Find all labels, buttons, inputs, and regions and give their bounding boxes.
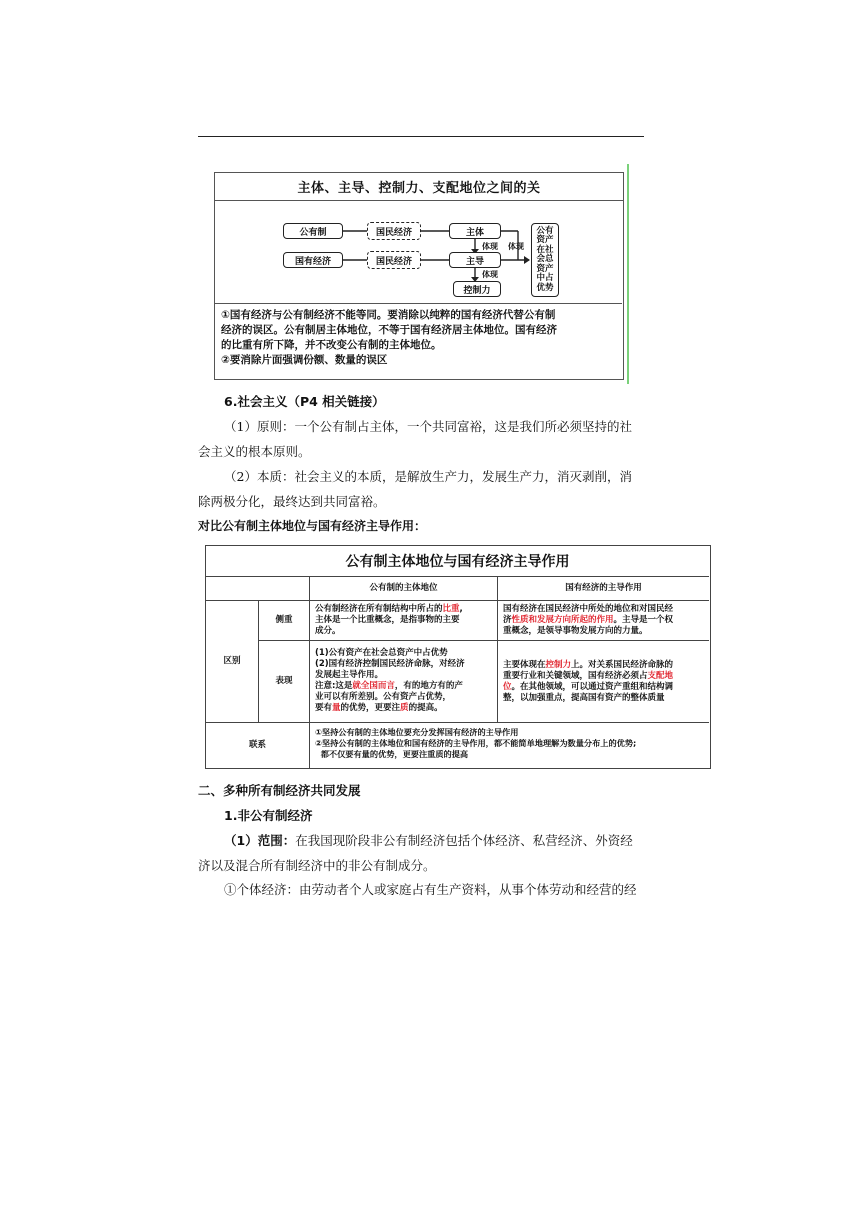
asset-dominance-box	[531, 223, 559, 297]
row-label: 联系	[248, 740, 266, 750]
paragraph-line	[224, 833, 633, 849]
row-label: 表现	[275, 676, 293, 686]
cell-text: ①坚持公有制的主体地位要充分发挥国有经济的主导作用	[315, 727, 519, 737]
comparison-table	[205, 545, 711, 769]
paragraph-label: （1）范围：	[224, 833, 296, 848]
note-line: ①国有经济与公有制经济不能等同。要消除以纯粹的国有经济代替公有制	[221, 309, 556, 321]
embody-label: 体现	[482, 270, 498, 279]
cell-text: 重概念，是领导事物发展方向的力量。	[503, 626, 648, 636]
note-line: 的比重有所下降，并不改变公有制的主体地位。	[221, 339, 442, 351]
cell-text: 上。对关系国民经济命脉的	[571, 660, 674, 670]
paragraph-text: 在我国现阶段非公有制经济包括个体经济、私营经济、外资经	[295, 833, 633, 848]
highlight-text: 支配地	[647, 671, 674, 681]
column-header: 公有制的主体地位	[369, 583, 438, 593]
cell-text: (2)国有经济控制国民经济命脉，对经济	[315, 659, 465, 669]
cell-text: 发展起主导作用。	[315, 670, 384, 680]
row-group-label: 区别	[223, 656, 241, 666]
figure-edge-mark	[627, 164, 629, 384]
grid-line	[258, 640, 709, 641]
table-caption: 公有制主体地位与国有经济主导作用	[206, 546, 709, 577]
highlight-text: 量	[332, 703, 341, 713]
note-line: ②要消除片面强调份额、数量的误区	[221, 354, 388, 366]
national-economy-box: 国民经济	[367, 251, 421, 269]
cell-text: 要有	[315, 703, 333, 713]
box-line: 会总	[536, 254, 554, 265]
cell-text: 整，以加强重点，提高国有资产的整体质量	[503, 693, 665, 703]
box-line: 资产	[536, 263, 554, 274]
public-ownership-box: 公有制	[283, 223, 343, 239]
cell-text: 国有经济在国民经济中所处的地位和对国民经	[503, 604, 674, 614]
cell-text: 重要行业和关键领域，国有经济必须占	[503, 671, 648, 681]
cell-text: ，有的地方有的产	[394, 681, 463, 691]
dominant-position-box: 主体	[449, 223, 501, 239]
figure-notes	[215, 303, 622, 378]
box-line: 在社	[536, 244, 554, 255]
highlight-text: 位	[503, 682, 512, 692]
cell-text: 成分。	[315, 626, 341, 636]
paragraph-line: ①个体经济：由劳动者个人或家庭占有生产资料，从事个体劳动和经营的经	[224, 882, 637, 897]
relationship-diagram-figure	[214, 172, 624, 380]
emphasis-public: 公有制经济在所有制结构中所占的比重, 主体是一个比重概念，是指事物的主要 成分。	[315, 604, 495, 637]
highlight-text: 质	[400, 703, 409, 713]
highlight-text: 比重	[442, 604, 460, 614]
cell-text: 都不仅要有量的优势，更要注重质的提高	[315, 749, 469, 759]
paragraph-line: 除两极分化，最终达到共同富裕。	[198, 494, 386, 509]
row-label: 侧重	[275, 615, 293, 625]
connection-text	[315, 727, 707, 760]
emphasis-state	[503, 604, 707, 637]
cell-text: 。主导是一个权	[613, 615, 674, 625]
paragraph-line: 济以及混合所有制经济中的非公有制成分。	[198, 858, 436, 873]
note-line: 经济的误区。公有制居主体地位，不等于国有经济居主体地位。国有经济	[221, 324, 557, 336]
section-heading: 二、多种所有制经济共同发展	[198, 783, 361, 798]
cell-text: (1)公有资产在社会总资产中占优势	[315, 648, 448, 658]
paragraph-line: （2）本质：社会主义的本质，是解放生产力，发展生产力，消灭剥削，消	[224, 469, 632, 484]
box-line: 优势	[536, 282, 554, 293]
compare-label: 对比公有制主体地位与国有经济主导作用：	[198, 519, 427, 533]
cell-text: 济	[503, 615, 512, 625]
box-line: 资产	[536, 235, 554, 246]
cell-text: 的优势，更要注	[340, 703, 401, 713]
embody-label: 体现	[482, 242, 498, 251]
cell-text: 主要体现在	[503, 660, 546, 670]
cell-text: ②坚持公有制的主体地位和国有经济的主导作用，都不能简单地理解为数量分布上的优势;	[315, 738, 637, 748]
flow-diagram	[215, 201, 622, 303]
leading-role-box: 主导	[449, 252, 501, 268]
paragraph-line: 会主义的根本原则。	[198, 444, 311, 459]
cell-text: 的提高。	[408, 703, 443, 713]
column-header: 国有经济的主导作用	[565, 583, 642, 593]
cell-text: 公有制经济在所有制结构中所占的	[315, 604, 443, 614]
box-line: 中占	[536, 273, 554, 284]
national-economy-box: 国民经济	[367, 222, 421, 240]
arrow-head	[524, 256, 530, 264]
grid-line	[309, 722, 310, 768]
box-line: 公有	[536, 225, 554, 236]
cell-text: 主体是一个比重概念，是指事物的主要	[315, 615, 460, 625]
highlight-text: 性质和发展方向所起的作用	[511, 615, 614, 625]
highlight-text: 控制力	[545, 660, 572, 670]
manifestation-state	[503, 660, 707, 704]
control-power-box: 控制力	[453, 281, 501, 297]
header-rule	[198, 136, 644, 137]
paragraph-line: （1）原则：一个公有制占主体，一个共同富裕，这是我们所必须坚持的社	[224, 419, 632, 434]
section-heading: 6.社会主义（P4 相关链接）	[224, 394, 385, 409]
cell-text: 注意:这是	[315, 681, 353, 691]
cell-text: 。在其他领域，可以通过资产重组和结构调	[511, 682, 674, 692]
subsection-heading: 1.非公有制经济	[224, 808, 313, 823]
figure-title: 主体、主导、控制力、支配地位之间的关	[215, 173, 623, 201]
cell-text: 业可以有所差别。公有资产占优势，	[315, 692, 452, 702]
highlight-text: 就全国而言	[352, 681, 395, 691]
manifestation-public	[315, 648, 495, 714]
embody-label: 体现	[508, 242, 524, 251]
state-economy-box: 国有经济	[283, 252, 343, 268]
